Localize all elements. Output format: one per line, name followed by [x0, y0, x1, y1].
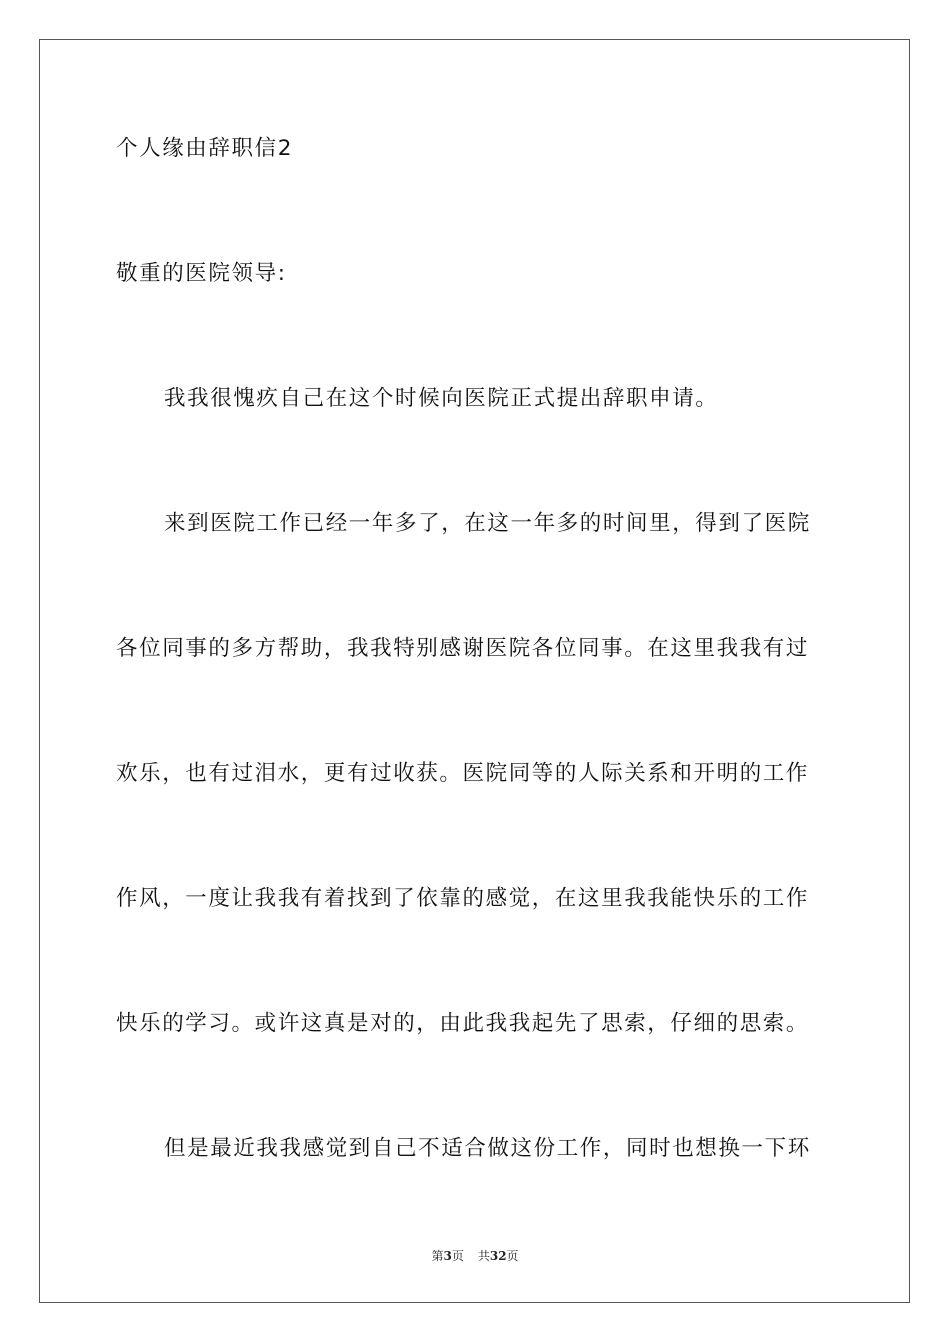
document-title: 个人缘由辞职信2: [116, 136, 293, 161]
page-number: 3: [443, 1249, 452, 1263]
total-prefix: 共: [477, 1249, 490, 1263]
page-frame: [39, 39, 910, 1303]
total-pages: 32: [489, 1249, 507, 1263]
paragraph-line: 我我很愧疚自己在这个时候向医院正式提出辞职申请。: [164, 386, 719, 411]
page-footer: [0, 1248, 950, 1264]
paragraph-line: 快乐的学习。或许这真是对的，由此我我起先了思索，仔细的思索。: [116, 1011, 810, 1036]
paragraph-line: 各位同事的多方帮助，我我特别感谢医院各位同事。在这里我我有过: [116, 636, 810, 661]
salutation: 敬重的医院领导:: [116, 261, 287, 286]
paragraph-line: 但是最近我我感觉到自己不适合做这份工作，同时也想换一下环: [164, 1136, 811, 1161]
total-suffix: 页: [506, 1249, 519, 1263]
paragraph-line: 欢乐，也有过泪水，更有过收获。医院同等的人际关系和开明的工作: [116, 761, 810, 786]
paragraph-line: 来到医院工作已经一年多了，在这一年多的时间里，得到了医院: [164, 511, 811, 536]
paragraph-line: 作风，一度让我我有着找到了依靠的感觉，在这里我我能快乐的工作: [116, 886, 810, 911]
page-suffix: 页: [451, 1249, 464, 1263]
page-prefix: 第: [431, 1249, 444, 1263]
